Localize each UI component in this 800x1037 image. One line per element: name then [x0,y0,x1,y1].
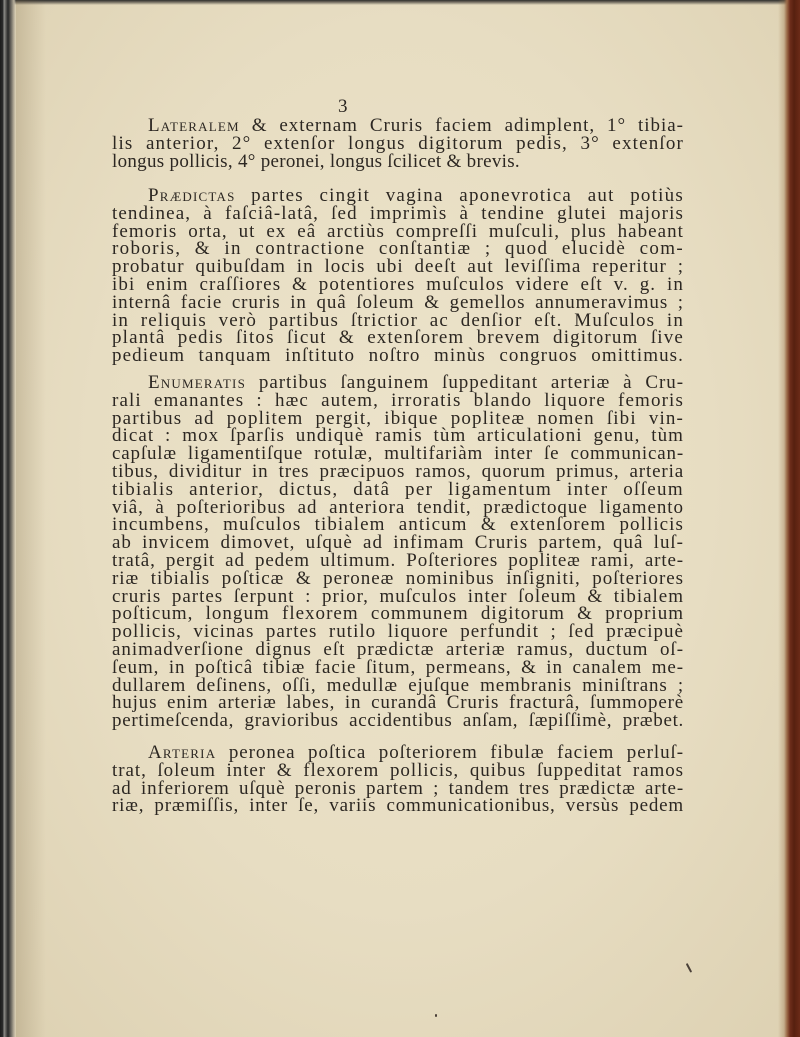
line-text: tratâ, pergit ad pedem ultimum. Poſteriores popliteæ rami, arte- [112,549,684,571]
paragraph [112,744,684,815]
line-text-rest: partibus ſanguinem ſuppeditant arteriæ à Cru- [258,372,685,393]
paragraph-lead-word: Arteria [148,742,217,763]
page-right-edge [778,0,800,1037]
text-line [112,712,684,730]
line-text: trat, ſoleum inter & flexorem pollicis, quibus ſuppeditat ramos [112,759,684,781]
line-text: internâ facie cruris in quâ ſoleum & gemellos annumeravimus ; [112,291,684,313]
binding-edge [0,0,16,1037]
line-text-rest: peronea poſtica poſteriorem fibulæ faciem perluſ- [228,742,684,763]
paragraph [112,374,684,730]
line-text: pertimeſcenda, gravioribus accidentibus anſam, ſæpiſſimè, præbet. [112,710,684,732]
paragraph-lead-word: Prædictas [148,185,236,206]
line-text: longus pollicis, 4° peronei, longus ſcilicet & brevis. [112,150,520,172]
line-text: animadverſione dignus eſt prædictæ arteriæ ramus, ductum oſ- [112,638,684,660]
line-text: cruris partes ſerpunt : prior, muſculos inter ſoleum & tibialem [112,585,684,607]
line-text: pollicis, vicinas partes rutilo liquore perfundit ; ſed præcipuè [112,621,684,643]
text-line [112,347,684,365]
line-text: incumbens, muſculos tibialem anticum & extenſorem pollicis [112,514,684,536]
paragraph-lead-word: Enumeratis [148,372,247,393]
line-text: viâ, à poſterioribus ad anteriora tendit, prædictoque ligamento [112,496,684,518]
line-text: ibi enim craſſiores & potentiores muſculos videre eſt v. g. in [112,273,684,295]
line-text: hujus enim arteriæ labes, in curandâ Cruris fracturâ, ſummoperè [112,692,684,714]
paragraph [112,117,684,170]
line-text: ab invicem dimovet, uſquè ad infimam Cruris partem, quâ luſ- [112,532,684,554]
line-text: pedieum tanquam inſtituto noſtro minùs congruos omittimus. [112,345,684,367]
paragraph [112,187,684,365]
line-text: lis anterior, 2° extenſor longus digitorum pedis, 3° extenſor [112,132,684,154]
text-line [112,797,684,815]
text-line [112,150,684,172]
ink-speck [435,1014,437,1017]
line-text: plantâ pedis ſitos ſicut & extenſorem brevem digitorum ſive [112,327,684,349]
line-text: ſeum, in poſticâ tibiæ facie ſitum, permeans, & in canalem me- [112,656,684,678]
line-text: dicat : mox ſparſis undiquè ramis tùm articulationi genu, tùm [112,425,684,447]
line-text-rest: partes cingit vagina aponevrotica aut potiùs [251,185,684,206]
line-text: ad inferiorem uſquè peronis partem ; tandem tres prædictæ arte- [112,777,684,799]
paragraph-lead-word: Lateralem [148,115,240,136]
line-text: poſticum, longum flexorem communem digitorum & proprium [112,603,684,625]
line-text: capſulæ ligamentiſque rotulæ, multifariàm inter ſe communican- [112,443,684,465]
line-text: in reliquis verò partibus ſtrictior ac denſior eſt. Muſculos in [112,309,684,331]
page-number: 3 [338,96,348,117]
gutter-shadow [16,0,46,1037]
line-text: tendinea, à faſciâ-latâ, ſed imprimìs à tendine glutei majoris [112,202,684,224]
line-text: rali emanantes : hæc autem, irroratis blando liquore femoris [112,389,684,411]
line-text: femoris orta, ut ex eâ arctiùs compreſſi muſculi, plus habeant [112,220,684,242]
line-text: riæ tibialis poſticæ & peroneæ nominibus inſigniti, poſteriores [112,567,684,589]
page-top-edge [0,0,800,5]
line-text: partibus ad poplitem pergit, ibique popliteæ nomen ſibi vin- [112,407,684,429]
line-text: probatur quibuſdam in locis ubi deeſt aut leviſſima reperitur ; [112,256,684,278]
line-text: tibialis anterior, dictus, datâ per ligamentum inter oſſeum [112,478,684,500]
line-text-rest: & externam Cruris faciem adimplent, 1° tibia- [251,115,684,136]
line-text: roboris, & in contractione conſtantiæ ; quod elucidè com- [112,238,684,260]
line-text: tibus, dividitur in tres præcipuos ramos, quorum primus, arteria [112,460,684,482]
ink-speck [686,963,692,973]
line-text: riæ, præmiſſis, inter ſe, variis communicationibus, versùs pedem [112,795,684,817]
line-text: dullarem deſinens, oſſi, medullæ ejuſque membranis miniſtrans ; [112,674,684,696]
